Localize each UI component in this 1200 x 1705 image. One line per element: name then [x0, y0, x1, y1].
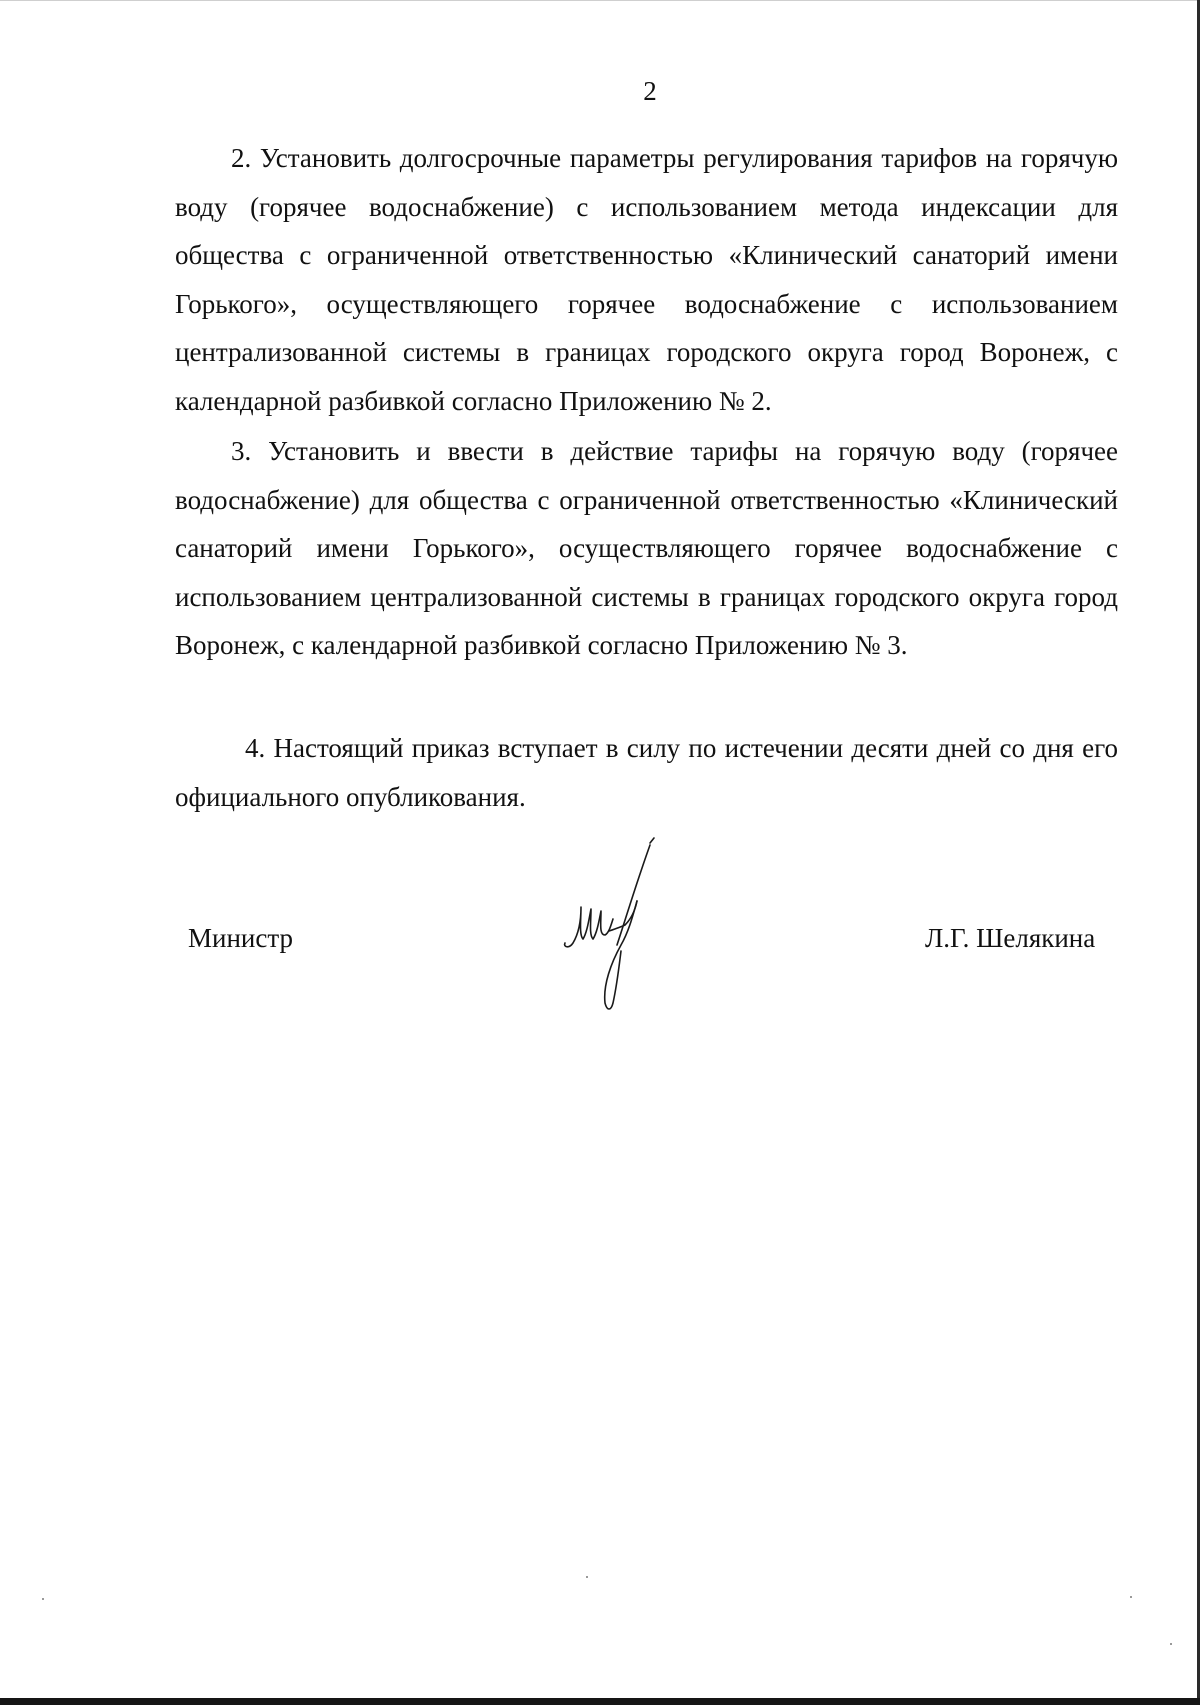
scan-bottom-edge — [0, 1698, 1200, 1705]
signatory-role: Министр — [188, 923, 293, 953]
handwritten-signature — [555, 835, 695, 1035]
paragraph-4 — [175, 724, 1118, 821]
scan-speck — [1130, 1596, 1132, 1598]
paragraph-2-text: 2. Установить долгосрочные параметры регулирования тарифов на горячую воду (горячее водоснабжение) с использованием метода индексации для общества с ограниченной ответственностью «Клинический санаторий имени Горького», осуществляющего горячее водоснабжение с использованием централизованной системы в границах городского округа город Воронеж, с календарной разбивкой согласно Приложению № 2. — [175, 143, 1118, 416]
scan-speck — [1170, 1643, 1172, 1645]
scan-speck — [42, 1598, 44, 1600]
scan-top-edge — [0, 0, 1200, 1]
signatory-name: Л.Г. Шелякина — [925, 923, 1096, 953]
paragraph-2 — [175, 134, 1118, 426]
page-number: 2 — [643, 76, 657, 106]
paragraph-3 — [175, 427, 1118, 670]
paragraph-4-text: 4. Настоящий приказ вступает в силу по истечении десяти дней со дня его официального опубликования. — [175, 733, 1118, 812]
scan-speck — [586, 1576, 588, 1578]
paragraph-3-text: 3. Установить и ввести в действие тарифы на горячую воду (горячее водоснабжение) для общества с ограниченной ответственностью «Клинический санаторий имени Горького», осуществляющего горячее водоснабжение с использованием централизованной системы в границах городского округа город Воронеж, с календарной разбивкой согласно Приложению № 3. — [175, 436, 1118, 661]
